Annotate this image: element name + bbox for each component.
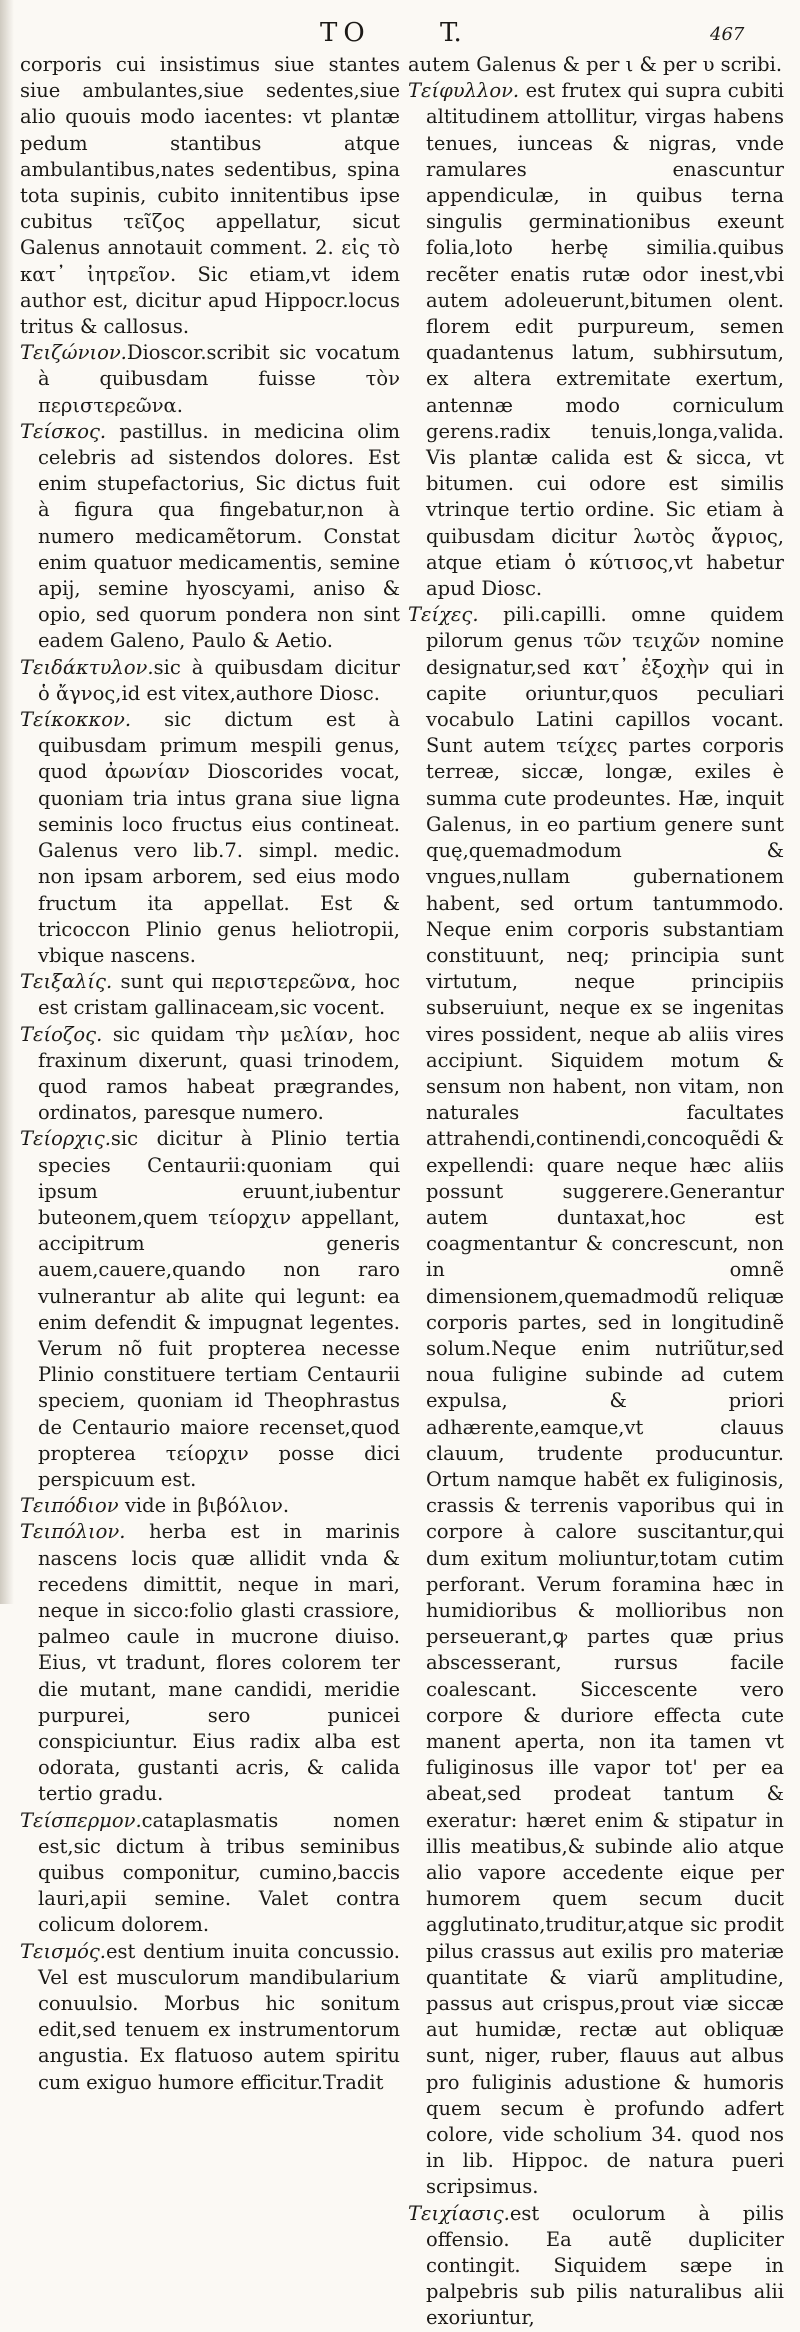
dictionary-entry <box>408 602 784 2200</box>
entry-text: Dioscor.scribit sic vocatum à quibusdam fuisse τὸν περιστερεῶνα. <box>38 341 400 417</box>
entry-text: sic à quibusdam dicitur ὁ ἄγνος,id est vitex,authore Diosc. <box>38 655 400 705</box>
entry-text: herba est in marinis nascens locis quæ allidit vnda & recedens dimittit, neque in mari, neque in sicco:folio glasti crassiore, palmeo caule in mucrone diuiso. Eius, vt tradunt, flores colorem ter die mutant, mane candidi, meridie purpurei, sero punicei conspiciuntur. Eius radix alba est odorata, gustanti acris, & calida tertio gradu. <box>38 1520 401 1806</box>
entry-lemma: Τείσκος. <box>20 419 107 443</box>
header-letters: TO <box>320 18 371 48</box>
entry-lemma: Τειδάκτυλον. <box>20 655 154 679</box>
entry-text: sic quidam τὴν μελίαν, hoc fraxinum dixerunt, quasi trinodem, quod ramos habeat prægrandes, ordinatos, paresque numero. <box>38 1022 400 1125</box>
entry-lemma: Τειζώνιον. <box>20 341 127 365</box>
entry-lemma: Τεισμός. <box>20 1939 106 1963</box>
dictionary-entry <box>20 707 400 969</box>
entry-text: est dentium inuita concussio. Vel est musculorum mandibularium conuulsio. Morbus hic sonitum edit,sed tenuem ex instrumentorum angustia. Ex flatuoso autem spiritu cum exiguo humore efficitur.Tradit <box>38 1939 400 2094</box>
entry-text: pastillus. in medicina olim celebris ad sistendos dolores. Est enim stupefactorius, Sic dictus fuit à figura qua fingebatur,non à numero medicamẽtorum. Constat enim quatuor medicamentis, semine apij, semine hyoscyami, aniso & opio, sed quorum pondera non sint eadem Galeno, Paulo & Aetio. <box>38 419 400 653</box>
dictionary-entry <box>20 419 400 655</box>
entry-text: vide in βιβόλιον. <box>124 1494 290 1518</box>
entry-text: sic dicitur à Plinio tertia species Centaurii:quoniam qui ipsum eruunt,iubentur buteonem,quem τείορχιν appellant, accipitrum generis auem,cauere,quando non raro vulnerantur ab alite qui legunt: ea enim defendit & impugnat legentes. Verum nõ fuit propterea necesse Plinio constituere tertiam Centaurii speciem, quoniam id Theophrastus de Centaurio maiore recenset,quod propterea τείορχιν posse dici perspicuum est. <box>38 1127 400 1491</box>
dictionary-entry <box>20 340 400 419</box>
entry-lemma: Τείχες. <box>408 603 479 627</box>
entry-text: cataplasmatis nomen est,sic dictum à tribus seminibus quibus componitur, cumino,baccis lauri,apii semine. Valet contra colicum dolorem. <box>38 1808 400 1937</box>
entry-lemma: Τείσπερμον. <box>20 1808 142 1832</box>
entry-lemma: Τείφυλλον. <box>408 79 520 103</box>
entry-lemma: Τειπόδιον <box>20 1494 119 1518</box>
entry-text: est oculorum à pilis offensio. Ea autẽ dupliciter contingit. Siquidem sæpe in palpebris sub pilis naturalibus alii exoriuntur, <box>426 2201 784 2330</box>
dictionary-entry <box>20 1808 400 1939</box>
dictionary-entry <box>20 1126 400 1493</box>
entry-lemma: Τείοζος. <box>20 1022 103 1046</box>
header-letter-t: T. <box>440 18 462 48</box>
entry-lemma: Τείκοκκον. <box>20 708 132 732</box>
dictionary-entry <box>408 2201 784 2332</box>
entry-text: est frutex qui supra cubiti altitudinem attollitur, virgas habens tenues, iunceas & nigras, vnde ramulares enascuntur appendiculæ, in quibus terna singulis germinationibus exeunt folia,loto herbę similia.quibus recẽter enatis rutæ odor inest,vbi autem adoleuerunt,bitumen olent. florem edit purpureum, semen quadantenus latum, subhirsutum, ex altera extremitate exertum, antennæ modo corniculum gerens.radix tenuis,longa,valida. Vis plantæ calida est & sicca, vt bitumen. cui odore est similis vtrinque tertio ordine. Sic etiam à quibusdam dicitur λωτὸς ἄγριος, atque etiam ὁ κύτισος,vt habetur apud Diosc. <box>426 79 784 601</box>
entry-text: sunt qui περιστερεῶνα, hoc est cristam gallinaceam,sic vocent. <box>38 970 400 1020</box>
entry-lemma: Τειξαλίς. <box>20 970 113 994</box>
dictionary-entry <box>20 1519 400 1807</box>
dictionary-entry <box>20 969 400 1021</box>
dictionary-entry <box>20 655 400 707</box>
entry-text: pili.capilli. omne quidem pilorum genus τῶν τειχῶν nomine designatur,sed κατ᾽ ἐξοχὴν qui in capite oriuntur,quos peculiari vocabulo Latini capillos vocant. Sunt autem τείχες partes corporis terreæ, siccæ, longæ, exiles è summa cute prodeuntes. Hæ, inquit Galenus, in eo partium genere sunt quę,quemadmodum & vngues,nullam gubernationem habent, sed ortum tantummodo. Neque enim corporis substantiam constituunt, neq; principia sunt virtutum, neque principiis subseruiunt, neque ex se ingenitas vires possident, neque ab aliis vires accipiunt. Siquidem motum & sensum non habent, non vitam, non naturales facultates attrahendi,continendi,concoquẽdi & expellendi: quare neque hæc aliis possunt suggerere.Generantur autem duntaxat,hoc est coagmentantur & concrescunt, non in omnẽ dimensionem,quemadmodũ reliquæ corporis partes, sed in longitudinẽ solum.Neque enim nutriũtur,sed noua fuligine subinde ad cutem expulsa, & priori adhærente,eamque,vt clauus clauum, trudente producuntur. Ortum namque habẽt ex fuliginosis, crassis & terrenis vaporibus qui in corpore à calore suscitantur,qui dum exitum moliuntur,totam cutim perforant. Verum foramina hæc in humidioribus & mollioribus non perseuerant,ꝙ partes quæ prius abscesserant, rursus facile coalescant. Siccescente vero corpore & duriore effecta cute manent aperta, non ita tamen vt fuliginosus ille vapor tot' per ea abeat,sed prodeat tantum & exeratur: hæret enim & stipatur in illis meatibus,& subinde alio atque alio vapore accedente eique per humorem quem secum ducit agglutinato,truditur,atque sic prodit pilus crassus aut exilis pro materiæ quantitate & viarũ amplitudine, passus aut crispus,prout viæ siccæ aut humidæ, rectæ aut obliquæ sunt, niger, ruber, flauus aut albus pro fuliginis adustione & humoris quem secum è profundo adfert colore, vide scholium 34. quod nos in lib. Hippoc. de natura pueri scripsimus. <box>426 603 784 2199</box>
entry-text: sic dictum est à quibusdam primum mespili genus, quod ἀρωνίαν Dioscorides vocat, quoniam tria intus grana siue ligna seminis loco fructus eius contineat. Galenus vero lib.7. simpl. medic. non ipsam arborem, sed eius modo fructum ita appellat. Est & tricoccon Plinio genus heliotropii, vbique nascens. <box>38 708 401 967</box>
entry-lemma: Τείορχις. <box>20 1127 111 1151</box>
running-header <box>0 14 800 54</box>
gutter-shadow <box>0 0 14 1604</box>
dictionary-entry <box>408 78 784 602</box>
entry-lemma: Τειχίασις. <box>408 2201 510 2225</box>
entry-text: autem Galenus & per ι & per υ scribi. <box>408 53 783 76</box>
dictionary-entry <box>20 1493 400 1519</box>
right-column <box>408 52 784 2332</box>
dictionary-entry <box>408 52 784 78</box>
entry-text: corporis cui insistimus siue stantes siue ambulantes,siue sedentes,siue alio quouis modo iacentes: vt plantæ pedum stantibus atque ambulantibus,nates sedentibus, spina tota supinis, cubito innitentibus ipse cubitus τεῖζος appellatur, sicut Galenus annotauit comment. 2. εἰς τὸ κατ᾽ ἰητρεῖον. Sic etiam,vt idem author est, dicitur apud Hippocr.locus tritus & callosus. <box>20 53 400 339</box>
entry-lemma: Τειπόλιον. <box>20 1520 126 1544</box>
page-number: 467 <box>710 24 745 45</box>
dictionary-entry <box>20 52 400 340</box>
dictionary-entry <box>20 1939 400 2096</box>
dictionary-entry <box>20 1022 400 1127</box>
left-column <box>20 52 400 2096</box>
